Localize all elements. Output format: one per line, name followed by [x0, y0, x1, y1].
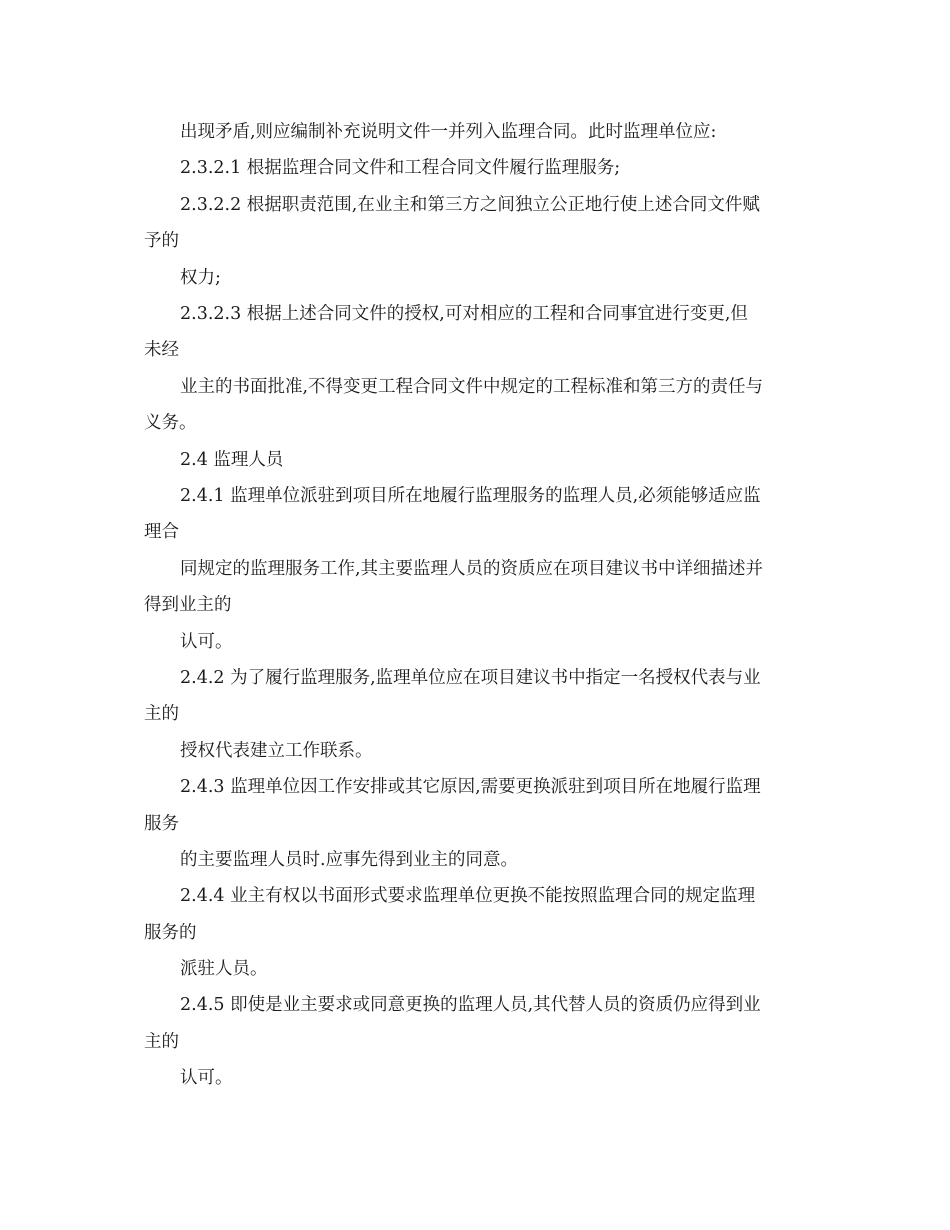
text-line: 派驻人员。 — [180, 959, 268, 979]
text-line: 2.4.3 监理单位因工作安排或其它原因,需要更换派驻到项目所在地履行监理 — [180, 777, 761, 797]
text-line: 主的 — [144, 704, 179, 724]
text-line: 认可。 — [180, 632, 233, 652]
text-line: 的主要监理人员时.应事先得到业主的同意。 — [180, 850, 519, 870]
text-line: 义务。 — [144, 413, 197, 433]
text-line: 服务的 — [144, 923, 197, 943]
text-line: 同规定的监理服务工作,其主要监理人员的资质应在项目建议书中详细描述并 — [180, 559, 764, 579]
text-line: 2.3.2.1 根据监理合同文件和工程合同文件履行监理服务; — [180, 158, 621, 178]
text-line: 2.4.4 业主有权以书面形式要求监理单位更换不能按照监理合同的规定监理 — [180, 886, 756, 906]
text-line: 2.4.5 即使是业主要求或同意更换的监理人员,其代替人员的资质仍应得到业 — [180, 995, 761, 1015]
text-line: 授权代表建立工作联系。 — [180, 741, 373, 761]
text-line: 2.4.2 为了履行监理服务,监理单位应在项目建议书中指定一名授权代表与业 — [180, 668, 761, 688]
text-line: 得到业主的 — [144, 595, 232, 615]
text-line: 业主的书面批准,不得变更工程合同文件中规定的工程标准和第三方的责任与 — [180, 377, 764, 397]
text-line: 予的 — [144, 231, 179, 251]
section-heading: 2.4 监理人员 — [180, 450, 284, 470]
text-line: 2.3.2.3 根据上述合同文件的授权,可对相应的工程和合同事宜进行变更,但 — [180, 304, 748, 324]
text-line: 未经 — [144, 340, 179, 360]
text-line: 2.4.1 监理单位派驻到项目所在地履行监理服务的监理人员,必须能够适应监 — [180, 486, 761, 506]
text-line: 2.3.2.2 根据职责范围,在业主和第三方之间独立公正地行使上述合同文件赋 — [180, 195, 760, 215]
text-line: 服务 — [144, 814, 179, 834]
text-line: 出现矛盾,则应编制补充说明文件一并列入监理合同。此时监理单位应: — [180, 122, 717, 142]
text-line: 认可。 — [180, 1068, 233, 1088]
text-line: 权力; — [180, 268, 221, 288]
text-line: 主的 — [144, 1032, 179, 1052]
text-line: 理合 — [144, 522, 179, 542]
